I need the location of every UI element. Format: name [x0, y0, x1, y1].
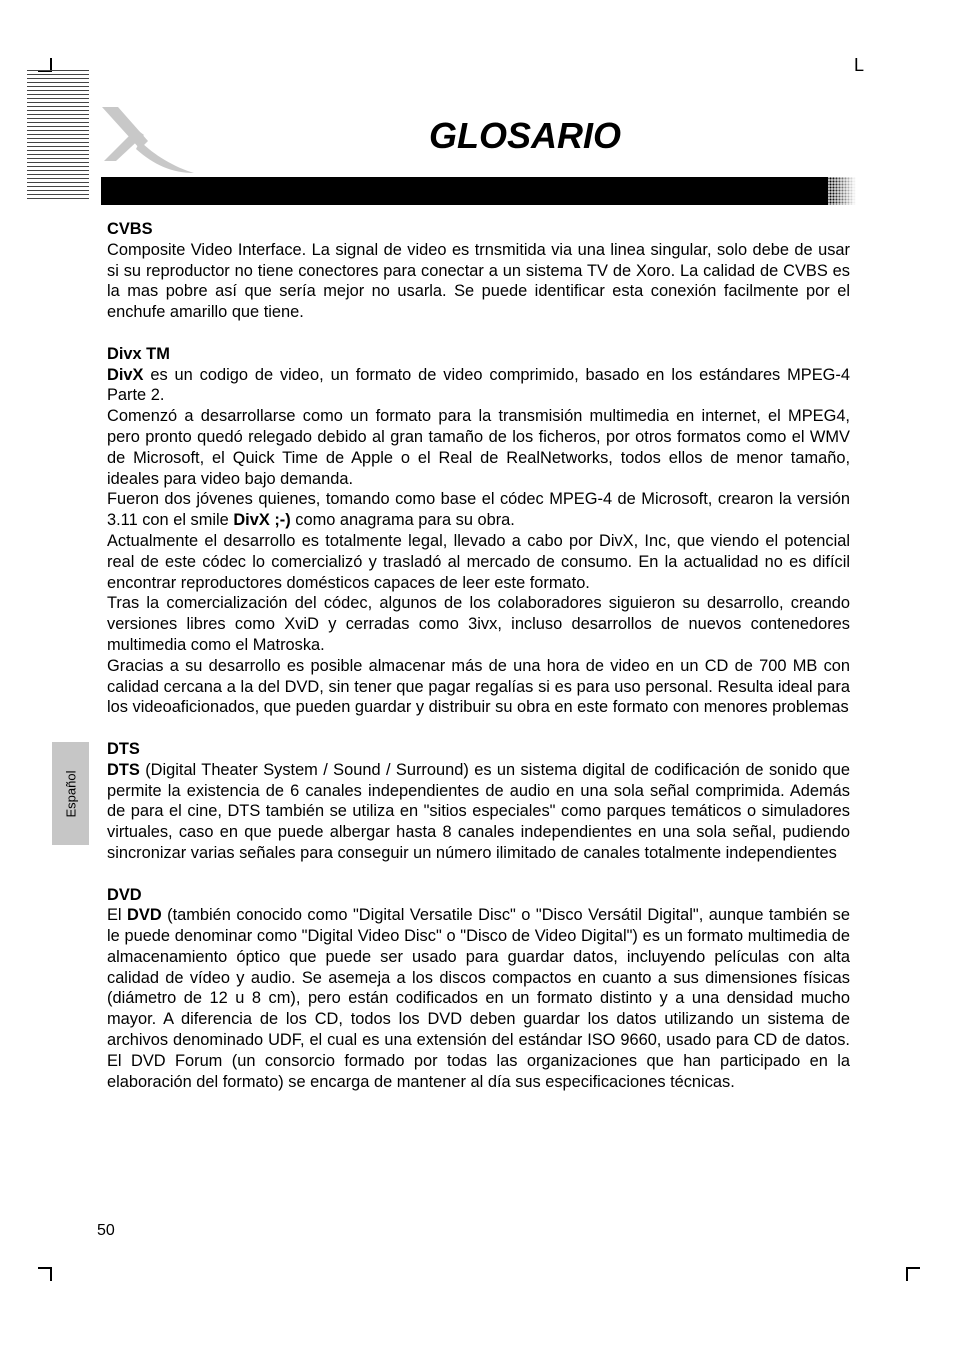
- glossary-entry-divx: [107, 344, 850, 718]
- entry-paragraph: El DVD (también conocido como "Digital Versatile Disc" o "Disco Versátil Digital", aunque también se le puede denominar como "Digital Video Disc" o "Disco de Video Digital") es un formato multimedia de almacenamiento óptico que puede ser usado para guardar datos, incluyendo películas con alta calidad de vídeo y audio. Se asemeja a los discos compactos en cuanto a sus dimensiones físicas (diámetro de 12 u 8 cm), pero están codificados en un formato distinto y a una densidad mucho mayor. A diferencia de los CD, todos los DVD deben guardar los datos utilizando un sistema de archivos denominado UDF, el cual es una extensión del estándar ISO 9660, usado para CD de datos. El DVD Forum (un consorcio formado por todas las organizaciones que han participado en la elaboración del formato) se encarga de mantener al día sus especificaciones técnicas.: [107, 906, 850, 1091]
- bold-term: DivX ;-): [233, 511, 291, 530]
- entry-heading: CVBS: [107, 220, 153, 238]
- entry-paragraph: Comenzó a desarrollarse como un formato para la transmisión multimedia en internet, el MPEG4, pero pronto quedó relegado debido al gran tamaño de los ficheros, por otros formatos como el WMV de Microsoft, el Quick Time de Apple o el Real de RealNetworks, todos ellos de menor tamaño, ideales para video bajo demanda.: [107, 407, 850, 488]
- crop-mark-bottom-right-horizontal: [906, 1267, 920, 1269]
- entry-heading: Divx TM: [107, 344, 170, 363]
- entry-paragraph: DivX es un codigo de video, un formato de video comprimido, basado en los estándares MPEG-4 Parte 2.: [107, 365, 850, 405]
- entry-paragraph: Tras la comercialización del códec, algunos de los colaboradores siguieron su desarrollo, creando versiones libres como XviD y cerradas como 3ivx, incluso desarrollos de nuevos contenedores multimedia como el Matroska.: [107, 594, 850, 654]
- crop-mark-top-right: L: [853, 55, 864, 75]
- page-title: GLOSARIO: [429, 115, 622, 156]
- glossary-entry-dts: [107, 739, 850, 864]
- bold-term: DTS: [107, 760, 140, 779]
- page-number: 50: [97, 1222, 115, 1239]
- entry-paragraph: Actualmente el desarrollo es totalmente legal, llevado a cabo por DivX, Inc, que viendo el potencial real de este códec lo comercializó y trasladó al mercado de consumo. En la actualidad no es difícil encontrar reproductores domésticos capaces de leer este formato.: [107, 531, 850, 592]
- header-bar-dots: [826, 177, 856, 205]
- entry-heading: DVD: [107, 885, 142, 904]
- crop-mark-bottom-left-vertical: [50, 1267, 52, 1281]
- language-tab-label: Español: [63, 770, 78, 817]
- entry-heading: DTS: [107, 739, 140, 758]
- bold-term: DivX: [107, 365, 144, 384]
- bold-term: DVD: [127, 906, 162, 925]
- glossary-content: [107, 219, 850, 1092]
- header-stripes-decoration: [27, 70, 89, 200]
- language-side-tab: [52, 742, 89, 845]
- entry-paragraph: DTS (Digital Theater System / Sound / Surround) es un sistema digital de codificación de sonido que permite la existencia de 6 canales independientes de audio en una sola señal comprimida. Además de para el cine, DTS también se utiliza en "sitios especiales" como parques temáticos o simuladores virtuales, caso en que puede albergar hasta 8 canales independientes en una sola señal, pudiendo sincronizar varias señales para conseguir un número ilimitado de canales totalmente independientes: [107, 760, 850, 862]
- header-bar: [101, 177, 828, 205]
- xoro-x-logo: [96, 103, 196, 177]
- entry-paragraph: Composite Video Interface. La signal de video es trnsmitida via una linea singular, solo debe de usar si su reproductor no tiene conectores para conectar a un sistema TV de Xoro. La calidad de CVBS es la mas pobre así que sería mejor no usarla. Se puede identificar esta conexión facilmente por el enchufe amarillo que tiene.: [107, 240, 850, 322]
- glossary-entry-dvd: [107, 885, 850, 1093]
- entry-paragraph: Gracias a su desarrollo es posible almacenar más de una hora de video en un CD de 700 MB con calidad cercana a la del DVD, sin tener que pagar regalías si es para uso personal. Resulta ideal para los videoaficionados, que pueden guardar y distribuir su obra en este formato con menores problemas: [107, 656, 850, 717]
- crop-mark-bottom-right-vertical: [906, 1267, 908, 1281]
- entry-paragraph: Fueron dos jóvenes quienes, tomando como base el códec MPEG-4 de Microsoft, crearon la versión 3.11 con el smile DivX ;-) como anagrama para su obra.: [107, 490, 850, 530]
- glossary-entry-cvbs: [107, 219, 850, 323]
